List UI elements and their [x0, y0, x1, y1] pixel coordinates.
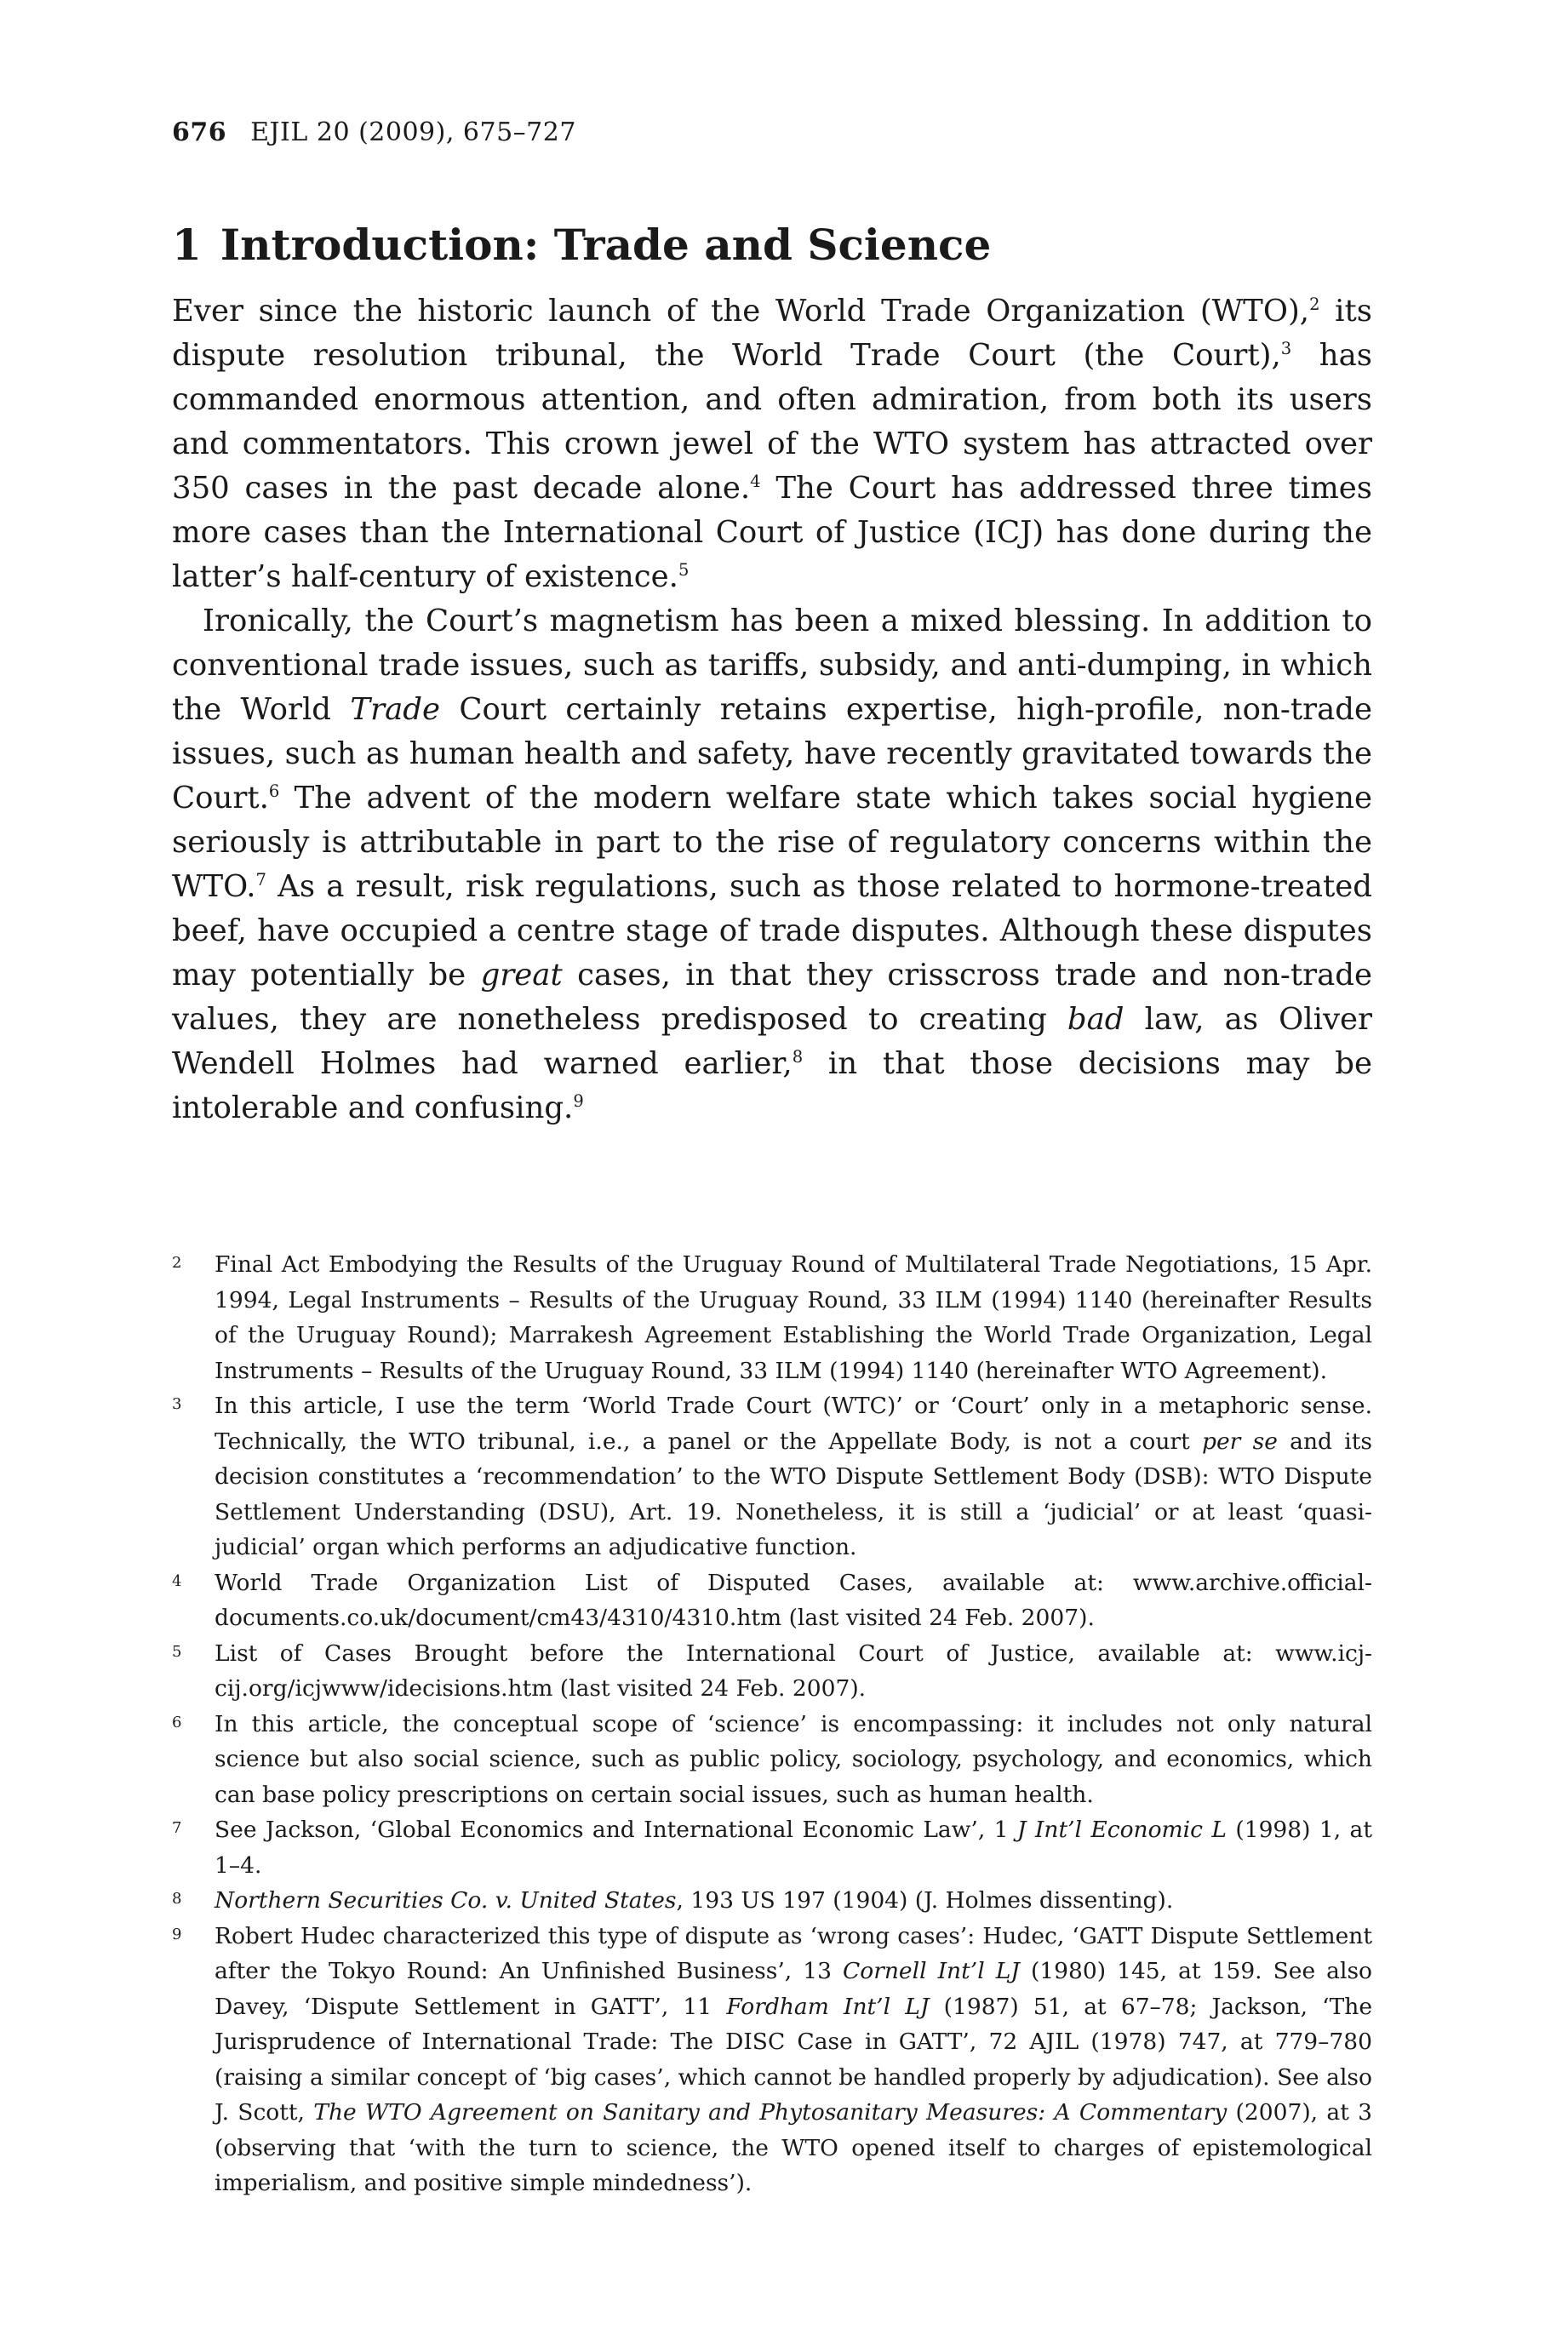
- footnote-number: 3: [172, 1395, 182, 1413]
- italic-run: per se: [1202, 1428, 1278, 1455]
- footnote-text: (1980) 145, at 159. See also Davey, ‘Dispute Settlement in GATT’, 11: [215, 1958, 1372, 2020]
- footnote-ref-3[interactable]: 3: [1280, 339, 1292, 359]
- section-heading: [172, 220, 1381, 270]
- footnote-number: 5: [172, 1642, 182, 1661]
- footnote-8: [172, 1883, 1372, 1919]
- footnote-text: (1987) 51, at 67–78; Jackson, ‘The Jurisprudence of International Trade: The DISC Case in GATT’, 72 AJIL (1978) 747, at 779–780 (raising a similar concept of ‘big cases’, which cannot be handled properly by adjudication). See also J. Scott,: [215, 1993, 1372, 2126]
- footnote-ref-6[interactable]: 6: [268, 781, 280, 802]
- text-run: The Court has addressed three times more cases than the International Court of Justice (ICJ) has done during the latter’s half-century of existence.: [172, 471, 1373, 594]
- text-run: law, as Oliver Wendell Holmes had warned earlier,: [172, 1002, 1372, 1081]
- text-run: Ever since the historic launch of the World Trade Organization (WTO),: [172, 294, 1310, 329]
- footnote-7: [172, 1812, 1372, 1883]
- text-run: The advent of the modern welfare state which takes social hygiene seriously is attributable in part to the rise of regulatory concerns within the WTO.: [172, 781, 1372, 904]
- section-number: 1: [172, 220, 202, 270]
- footnote-ref-8[interactable]: 8: [792, 1047, 804, 1067]
- footnote-ref-9[interactable]: 9: [573, 1091, 584, 1112]
- footnote-number: 9: [172, 1925, 182, 1943]
- footnote-text: (1998) 1, at 1–4.: [215, 1817, 1372, 1879]
- section-title: Introduction: Trade and Science: [220, 220, 992, 270]
- footnote-ref-2[interactable]: 2: [1309, 295, 1320, 315]
- italic-run: Trade: [350, 692, 440, 727]
- page-number: 676: [172, 117, 227, 147]
- italic-run: great: [480, 958, 563, 993]
- footnote-text: List of Cases Brought before the International Court of Justice, available at: www.icj-cij.org/icjwww/idecisions.htm (last visited 24 Feb. 2007).: [215, 1640, 1372, 1702]
- footnote-text: See Jackson, ‘Global Economics and International Economic Law’, 1: [215, 1817, 1017, 1843]
- italic-run: Fordham Int’l LJ: [726, 1993, 930, 2020]
- footnote-text: In this article, I use the term ‘World Trade Court (WTC)’ or ‘Court’ only in a metaphoric sense. Technically, the WTO tribunal, i.e., a panel or the Appellate Body, is not a court: [215, 1393, 1372, 1455]
- paragraph-2: [172, 599, 1372, 1130]
- footnote-number: 6: [172, 1713, 182, 1731]
- journal-citation: EJIL 20 (2009), 675–727: [250, 117, 576, 147]
- text-run: cases, in that they crisscross trade and non-trade values, they are nonetheless predisposed to creating: [172, 958, 1372, 1037]
- italic-run: Cornell Int’l LJ: [842, 1958, 1020, 1984]
- footnote-text: , 193 US 197 (1904) (J. Holmes dissenting).: [676, 1887, 1174, 1914]
- footnote-9: [172, 1919, 1372, 2201]
- text-run: Court certainly retains expertise, high-profile, non-trade issues, such as human health and safety, have recently gravitated towards the Court.: [172, 692, 1372, 815]
- running-head: [172, 117, 576, 147]
- footnote-number: 2: [172, 1254, 182, 1272]
- footnote-ref-7[interactable]: 7: [255, 870, 266, 890]
- text-run: Ironically, the Court’s magnetism has been a mixed blessing. In addition to conventional trade issues, such as tariffs, subsidy, and anti-dumping, in which the World: [172, 604, 1372, 727]
- italic-run: The WTO Agreement on Sanitary and Phytosanitary Measures: A Commentary: [313, 2099, 1228, 2126]
- text-run: in that those decisions may be intolerable and confusing.: [172, 1046, 1372, 1125]
- footnote-text: and its decision constitutes a ‘recommendation’ to the WTO Dispute Settlement Body (DSB): WTO Dispute Settlement Understanding (DSU), Art. 19. Nonetheless, it is still a ‘judicial’ or at least ‘quasi-judicial’ organ which performs an adjudicative function.: [215, 1428, 1372, 1560]
- footnote-2: [172, 1247, 1372, 1388]
- text-run: its dispute resolution tribunal, the World Trade Court (the Court),: [172, 294, 1372, 373]
- footnote-5: [172, 1636, 1372, 1707]
- footnote-text: Robert Hudec characterized this type of dispute as ‘wrong cases’: Hudec, ‘GATT Dispute Settlement after the Tokyo Round: An Unfinished Business’, 13: [215, 1922, 1372, 1984]
- italic-run: Northern Securities Co. v. United States: [215, 1887, 677, 1914]
- footnote-text: Final Act Embodying the Results of the Uruguay Round of Multilateral Trade Negotiations, 15 Apr. 1994, Legal Instruments – Results of the Uruguay Round, 33 ILM (1994) 1140 (hereinafter Results of the Uruguay Round); Marrakesh Agreement Establishing the World Trade Organization, Legal Instruments – Results of the Uruguay Round, 33 ILM (1994) 1140 (hereinafter WTO Agreement).: [215, 1251, 1372, 1384]
- footnote-text: (2007), at 3 (observing that ‘with the turn to science, the WTO opened itself to charges of epistemological imperialism, and positive simple mindedness’).: [215, 2099, 1372, 2196]
- footnotes: [172, 1247, 1372, 2201]
- footnote-6: [172, 1707, 1372, 1813]
- italic-run: bad: [1067, 1002, 1124, 1037]
- footnote-number: 8: [172, 1890, 182, 1908]
- footnote-text: In this article, the conceptual scope of ‘science’ is encompassing: it includes not only natural science but also social science, such as public policy, sociology, psychology, and economics, which can base policy prescriptions on certain social issues, such as human health.: [215, 1710, 1372, 1808]
- footnote-number: 4: [172, 1571, 182, 1590]
- text-run: As a result, risk regulations, such as those related to hormone-treated beef, have occupied a centre stage of trade disputes. Although these disputes may potentially be: [172, 869, 1372, 993]
- footnote-number: 7: [172, 1819, 182, 1837]
- footnote-4: [172, 1565, 1372, 1636]
- footnote-text: World Trade Organization List of Disputed Cases, available at: www.archive.official-documents.co.uk/document/cm43/4310/4310.htm (last visited 24 Feb. 2007).: [215, 1569, 1372, 1631]
- paragraph-1: [172, 289, 1372, 599]
- body-text: [172, 289, 1372, 1130]
- footnote-ref-5[interactable]: 5: [678, 560, 690, 581]
- footnote-3: [172, 1388, 1372, 1565]
- text-run: has commanded enormous attention, and often admiration, from both its users and commentators. This crown jewel of the WTO system has attracted over 350 cases in the past decade alone.: [172, 338, 1373, 506]
- italic-run: J Int’l Economic L: [1016, 1817, 1227, 1843]
- footnote-ref-4[interactable]: 4: [750, 472, 761, 492]
